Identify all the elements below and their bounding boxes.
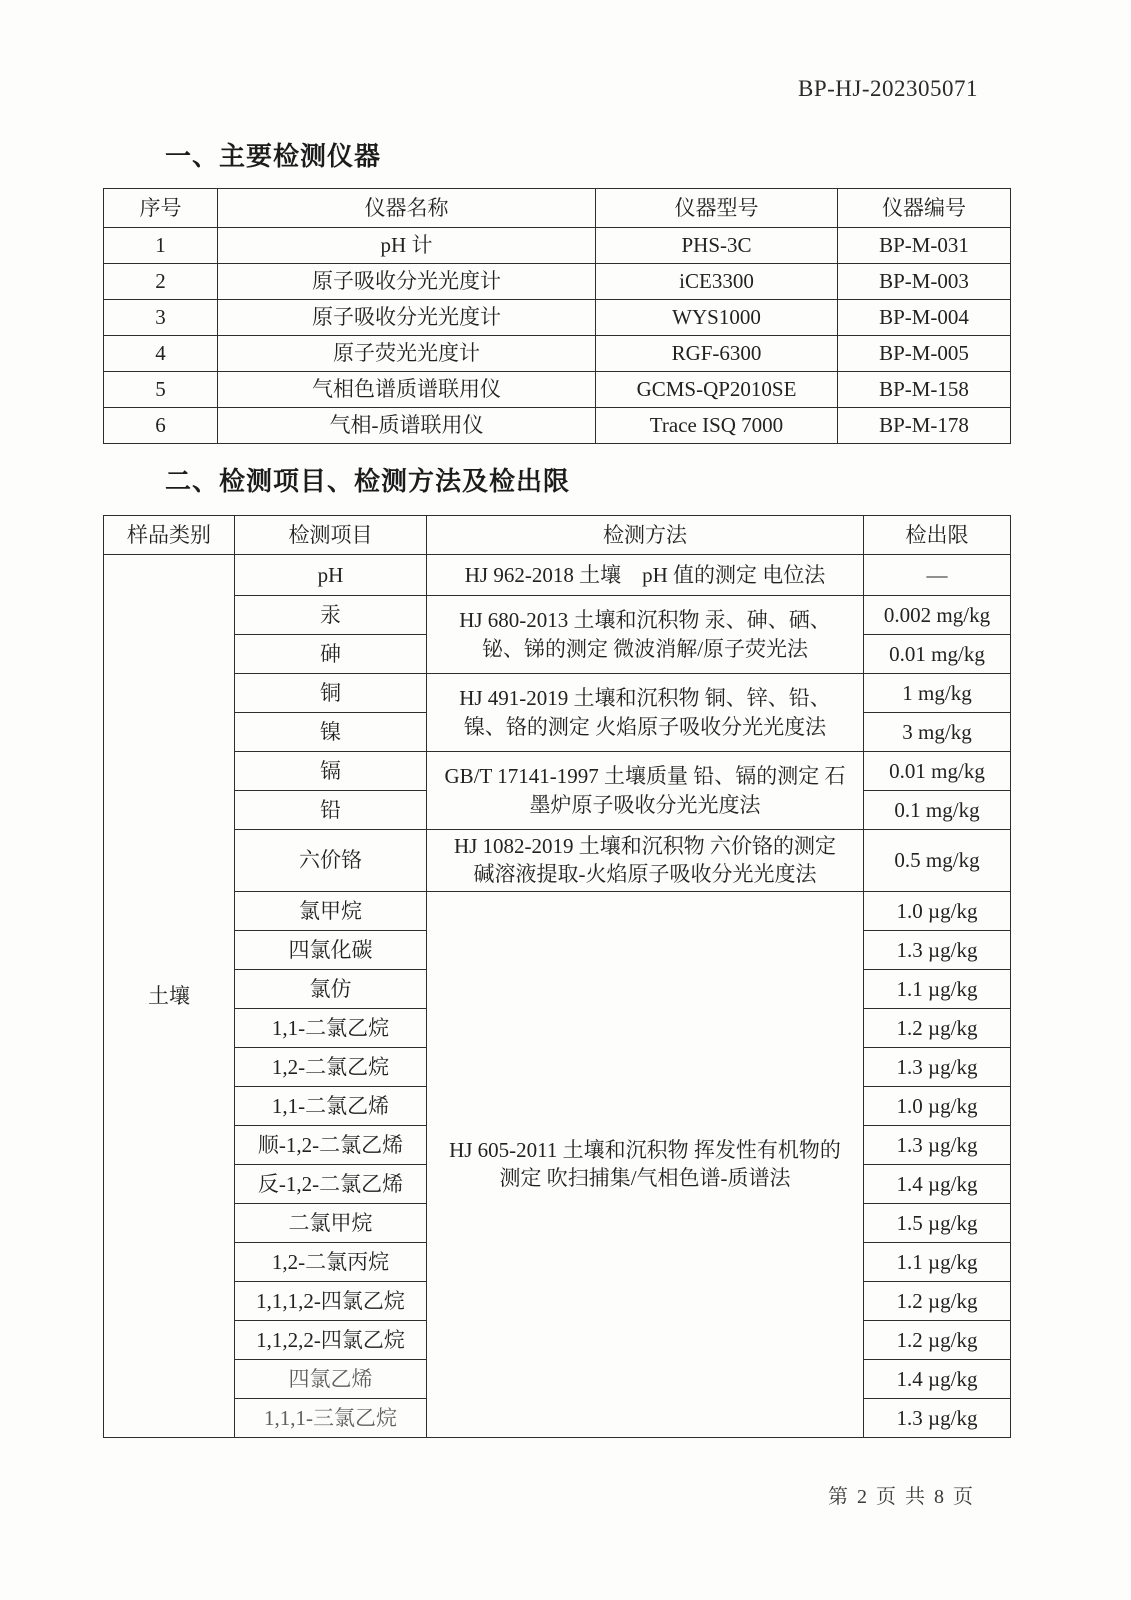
detection-table bbox=[103, 515, 1011, 1438]
instrument-code: BP-M-178 bbox=[838, 408, 1011, 444]
detection-limit-cell: 0.01 mg/kg bbox=[864, 635, 1011, 674]
instrument-model: GCMS-QP2010SE bbox=[596, 372, 838, 408]
detection-row bbox=[104, 596, 1011, 635]
instrument-code: BP-M-003 bbox=[838, 264, 1011, 300]
instrument-name: 气相色谱质谱联用仪 bbox=[218, 372, 596, 408]
instrument-name: 原子吸收分光光度计 bbox=[218, 264, 596, 300]
instrument-no: 1 bbox=[104, 228, 218, 264]
detection-limit-cell: 1.3 µg/kg bbox=[864, 1125, 1011, 1164]
detection-item-cell: 1,1,2,2-四氯乙烷 bbox=[235, 1320, 427, 1359]
detection-limit-cell: 1.1 µg/kg bbox=[864, 1242, 1011, 1281]
instrument-code: BP-M-158 bbox=[838, 372, 1011, 408]
detection-item-cell: 氯仿 bbox=[235, 969, 427, 1008]
detection-limit-cell: 1.4 µg/kg bbox=[864, 1164, 1011, 1203]
detection-limit-cell: 0.002 mg/kg bbox=[864, 596, 1011, 635]
instruments-col-header: 仪器型号 bbox=[596, 189, 838, 228]
detection-row bbox=[104, 891, 1011, 930]
detection-item-cell: 镍 bbox=[235, 713, 427, 752]
instrument-code: BP-M-004 bbox=[838, 300, 1011, 336]
detection-header-row bbox=[104, 516, 1011, 555]
detection-item-cell: 氯甲烷 bbox=[235, 891, 427, 930]
detection-method-cell: HJ 1082-2019 土壤和沉积物 六价铬的测定 碱溶液提取-火焰原子吸收分光光度法 bbox=[427, 830, 864, 892]
detection-col-header: 检测项目 bbox=[235, 516, 427, 555]
detection-limit-cell: 1.1 µg/kg bbox=[864, 969, 1011, 1008]
detection-limit-cell: 1 mg/kg bbox=[864, 674, 1011, 713]
detection-col-header: 检出限 bbox=[864, 516, 1011, 555]
detection-limit-cell: 0.5 mg/kg bbox=[864, 830, 1011, 892]
detection-limit-cell: 1.3 µg/kg bbox=[864, 1047, 1011, 1086]
instrument-row bbox=[104, 336, 1011, 372]
instruments-table-body bbox=[104, 228, 1011, 444]
detection-method-cell: GB/T 17141-1997 土壤质量 铅、镉的测定 石墨炉原子吸收分光光度法 bbox=[427, 752, 864, 830]
detection-item-cell: 顺-1,2-二氯乙烯 bbox=[235, 1125, 427, 1164]
detection-item-cell: 镉 bbox=[235, 752, 427, 791]
instrument-name: 原子吸收分光光度计 bbox=[218, 300, 596, 336]
instrument-no: 3 bbox=[104, 300, 218, 336]
instrument-name: pH 计 bbox=[218, 228, 596, 264]
detection-item-cell: 1,2-二氯丙烷 bbox=[235, 1242, 427, 1281]
sample-category-cell: 土壤 bbox=[104, 555, 235, 1438]
instrument-row bbox=[104, 300, 1011, 336]
instruments-table bbox=[103, 188, 1011, 444]
detection-limit-cell: 1.2 µg/kg bbox=[864, 1008, 1011, 1047]
detection-limit-cell: 0.01 mg/kg bbox=[864, 752, 1011, 791]
detection-table-body bbox=[104, 555, 1011, 1438]
detection-item-cell: 1,1-二氯乙烷 bbox=[235, 1008, 427, 1047]
detection-item-cell: 铜 bbox=[235, 674, 427, 713]
detection-method-cell: HJ 605-2011 土壤和沉积物 挥发性有机物的测定 吹扫捕集/气相色谱-质谱法 bbox=[427, 891, 864, 1437]
instruments-header-row bbox=[104, 189, 1011, 228]
instrument-name: 原子荧光光度计 bbox=[218, 336, 596, 372]
detection-limit-cell: 3 mg/kg bbox=[864, 713, 1011, 752]
instruments-col-header: 仪器名称 bbox=[218, 189, 596, 228]
detection-item-cell: pH bbox=[235, 555, 427, 596]
instrument-model: RGF-6300 bbox=[596, 336, 838, 372]
detection-item-cell: 1,1,1,2-四氯乙烷 bbox=[235, 1281, 427, 1320]
detection-limit-cell: 0.1 mg/kg bbox=[864, 791, 1011, 830]
detection-limit-cell: — bbox=[864, 555, 1011, 596]
instrument-row bbox=[104, 372, 1011, 408]
detection-method-cell: HJ 962-2018 土壤 pH 值的测定 电位法 bbox=[427, 555, 864, 596]
detection-row bbox=[104, 674, 1011, 713]
detection-col-header: 检测方法 bbox=[427, 516, 864, 555]
detection-limit-cell: 1.5 µg/kg bbox=[864, 1203, 1011, 1242]
detection-item-cell: 砷 bbox=[235, 635, 427, 674]
instrument-row bbox=[104, 408, 1011, 444]
document-number: BP-HJ-202305071 bbox=[798, 76, 979, 101]
instrument-model: iCE3300 bbox=[596, 264, 838, 300]
detection-item-cell: 四氯乙烯 bbox=[235, 1359, 427, 1398]
instrument-row bbox=[104, 264, 1011, 300]
detection-row bbox=[104, 555, 1011, 596]
detection-item-cell: 二氯甲烷 bbox=[235, 1203, 427, 1242]
instruments-col-header: 序号 bbox=[104, 189, 218, 228]
detection-item-cell: 1,1,1-三氯乙烷 bbox=[235, 1398, 427, 1437]
instrument-model: PHS-3C bbox=[596, 228, 838, 264]
detection-method-cell: HJ 491-2019 土壤和沉积物 铜、锌、铅、镍、铬的测定 火焰原子吸收分光光度法 bbox=[427, 674, 864, 752]
instrument-name: 气相-质谱联用仪 bbox=[218, 408, 596, 444]
instrument-row bbox=[104, 228, 1011, 264]
detection-item-cell: 铅 bbox=[235, 791, 427, 830]
detection-table-header bbox=[104, 516, 1011, 555]
detection-col-header: 样品类别 bbox=[104, 516, 235, 555]
detection-limit-cell: 1.4 µg/kg bbox=[864, 1359, 1011, 1398]
detection-limit-cell: 1.0 µg/kg bbox=[864, 1086, 1011, 1125]
detection-item-cell: 四氯化碳 bbox=[235, 930, 427, 969]
section-2-heading: 二、检测项目、检测方法及检出限 bbox=[165, 466, 571, 496]
instruments-col-header: 仪器编号 bbox=[838, 189, 1011, 228]
instrument-no: 5 bbox=[104, 372, 218, 408]
page-footer: 第 2 页 共 8 页 bbox=[828, 1486, 975, 1508]
detection-item-cell: 1,1-二氯乙烯 bbox=[235, 1086, 427, 1125]
detection-item-cell: 1,2-二氯乙烷 bbox=[235, 1047, 427, 1086]
instrument-model: Trace ISQ 7000 bbox=[596, 408, 838, 444]
instrument-no: 2 bbox=[104, 264, 218, 300]
detection-row bbox=[104, 830, 1011, 892]
detection-limit-cell: 1.2 µg/kg bbox=[864, 1281, 1011, 1320]
detection-method-cell: HJ 680-2013 土壤和沉积物 汞、砷、硒、铋、锑的测定 微波消解/原子荧光法 bbox=[427, 596, 864, 674]
instrument-no: 4 bbox=[104, 336, 218, 372]
detection-limit-cell: 1.0 µg/kg bbox=[864, 891, 1011, 930]
instrument-code: BP-M-031 bbox=[838, 228, 1011, 264]
detection-limit-cell: 1.3 µg/kg bbox=[864, 930, 1011, 969]
detection-row bbox=[104, 752, 1011, 791]
detection-item-cell: 汞 bbox=[235, 596, 427, 635]
detection-item-cell: 六价铬 bbox=[235, 830, 427, 892]
instrument-code: BP-M-005 bbox=[838, 336, 1011, 372]
instrument-model: WYS1000 bbox=[596, 300, 838, 336]
detection-item-cell: 反-1,2-二氯乙烯 bbox=[235, 1164, 427, 1203]
detection-limit-cell: 1.3 µg/kg bbox=[864, 1398, 1011, 1437]
instruments-table-header bbox=[104, 189, 1011, 228]
section-1-heading: 一、主要检测仪器 bbox=[165, 141, 382, 171]
detection-limit-cell: 1.2 µg/kg bbox=[864, 1320, 1011, 1359]
instrument-no: 6 bbox=[104, 408, 218, 444]
